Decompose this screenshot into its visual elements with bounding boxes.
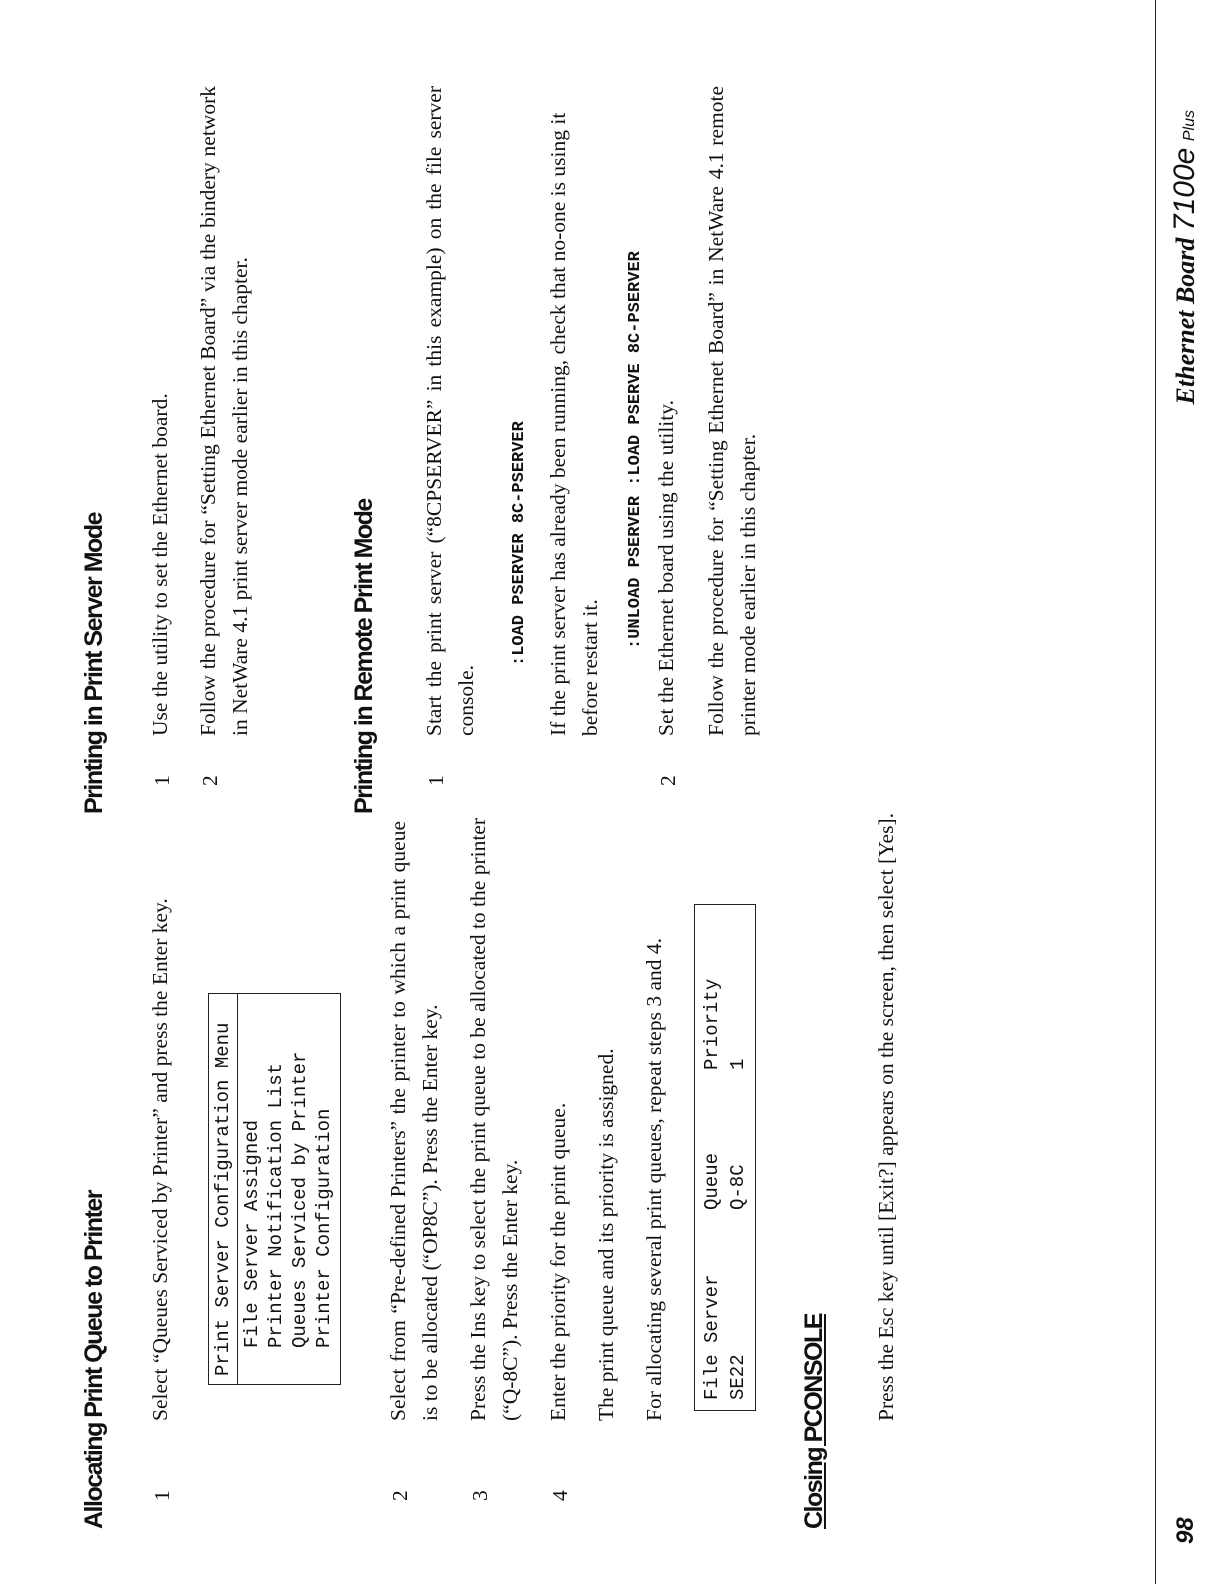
step-text: Select “Queues Serviced by Printer” and press the Enter key. [148,898,172,1421]
page-number: 98 [1172,1517,1199,1544]
step-text: Start the print server (“8CPSERVER” in this example) on the file server console. [422,86,478,736]
table-cell: Q-8C [727,1164,749,1210]
step-text: Set the Ethernet board using the utility. [654,400,678,736]
section-heading-closing: Closing PCONSOLE [800,1314,828,1529]
menu-item: File Server Assigned [241,1119,263,1348]
step-number: 1 [424,775,448,786]
step-number: 3 [468,1490,492,1501]
table-header: File Server [701,1274,723,1400]
table-cell: SE22 [727,1354,749,1400]
config-menu-box [208,993,341,1385]
menu-item: Printer Notification List [265,1062,287,1348]
table-cell: 1 [727,1058,749,1070]
footer-rule [1155,0,1156,1584]
closing-text: Press the Esc key until [Exit?] appears on the screen, then select [Yes]. [874,813,898,1421]
menu-items [238,994,340,1384]
step-text: Select from “Pre-defined Printers” the printer to which a print queue is to be allocated (“OP8C”). Press the Enter key. [386,821,442,1421]
menu-item: Printer Configuration [313,1108,335,1348]
table-header: Queue [701,1152,723,1210]
step-text: Enter the priority for the print queue. [546,1102,570,1421]
product-suffix: Plus [1181,110,1198,142]
product-footer [1168,110,1202,404]
step-text: Press the Ins key to select the print queue to be allocated to the printer (“Q-8C”). Press the Enter key. [466,817,522,1421]
step-text: Use the utility to set the Ethernet board. [148,393,172,736]
table-header: Priority [701,978,723,1070]
follow-text: Follow the procedure for “Setting Ethernet Board” in NetWare 4.1 remote printer mode earlier in this chapter. [704,86,760,736]
assigned-note: The print queue and its priority is assigned. [594,1048,618,1421]
step-number: 4 [548,1490,572,1501]
step-number: 2 [656,775,680,786]
menu-item: Queues Serviced by Printer [289,1051,311,1348]
queue-table [694,904,756,1411]
console-command: :UNLOAD PSERVER :LOAD PSERVE 8C-PSERVER [626,251,645,649]
product-model: 7100e [1168,147,1201,232]
step-number: 2 [198,775,222,786]
step-number: 1 [150,775,174,786]
section-heading-allocating: Allocating Print Queue to Printer [80,1190,108,1529]
section-heading-remote-print: Printing in Remote Print Mode [350,499,378,814]
console-command: :LOAD PSERVER 8C-PSERVER [510,421,529,666]
step-number: 2 [388,1490,412,1501]
table-row [725,915,751,1400]
step-number: 1 [150,1490,174,1501]
step-text: Follow the procedure for “Setting Ethernet Board” via the bindery network in NetWare 4.1 print server mode earlier in this chapter. [196,86,252,736]
section-heading-print-server: Printing in Print Server Mode [80,513,108,814]
running-note: If the print server has already been running, check that no-one is using it before restart it. [546,112,602,736]
product-name: Ethernet Board [1171,237,1200,405]
menu-title: Print Server Configuration Menu [209,994,238,1384]
repeat-note: For allocating several print queues, repeat steps 3 and 4. [642,937,666,1421]
table-header-row [699,915,725,1400]
